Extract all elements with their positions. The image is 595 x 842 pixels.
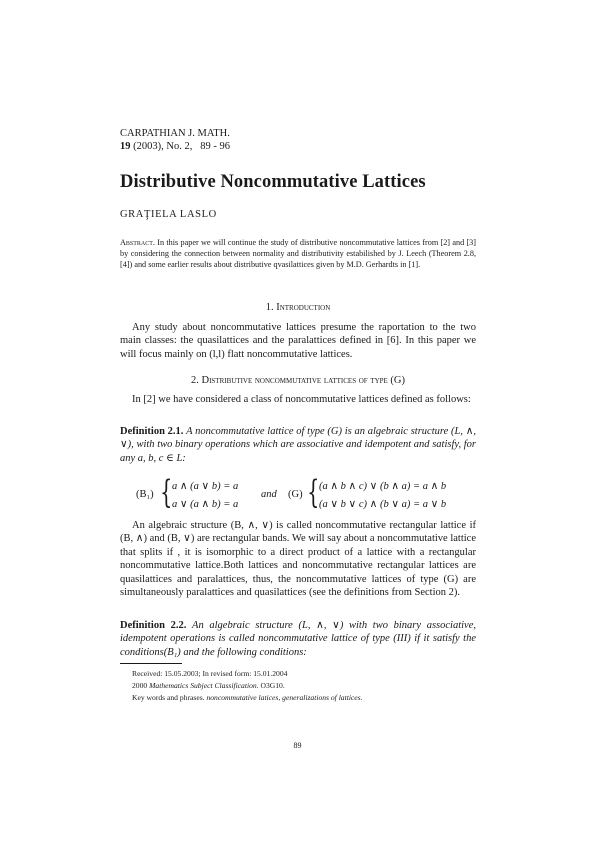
footnote-msc-year: 2000 xyxy=(132,681,148,690)
formula-g-line-2: (a ∨ b ∨ c) ∧ (b ∨ a) = a ∨ b xyxy=(319,499,447,510)
formula-and: and xyxy=(261,489,277,500)
abstract-text: In this paper we will continue the study of distributive noncommutative lattices from [2] and [3] by considering the connection between normality and distributivity estabilished by J. Leech (Theorem 2.8,[4]) and some earlier results about distributive qvasilattices given by M.D. Gerhardts in [1]. xyxy=(120,238,477,269)
section-2-heading: 2. Distributive noncommutative lattices of type (G) xyxy=(191,375,405,386)
journal-name: CARPATHIAN J. MATH. xyxy=(120,128,230,139)
section-1-heading: 1. Introduction xyxy=(265,302,331,313)
footnote-keywords-text: noncommutative latices, generalizations of lattices. xyxy=(206,693,363,702)
formula-b1-line-2: a ∨ (a ∧ b) = a xyxy=(172,499,239,510)
formula-b1-line-1: a ∧ (a ∨ b) = a xyxy=(172,481,239,492)
definition-2-1-label: Definition 2.1. xyxy=(120,426,184,437)
footnote-msc-code: O3G10. xyxy=(260,681,285,690)
paper-title: Distributive Noncommutative Lattices xyxy=(120,172,426,192)
definition-2-1 xyxy=(120,425,476,465)
abstract xyxy=(120,237,476,270)
formula-g-brace: { xyxy=(307,473,320,511)
footnote-received: Received: 15.05.2003; In revised form: 15.01.2004 xyxy=(132,669,288,678)
journal-issue: (2003), No. 2, xyxy=(133,141,193,152)
definition-2-2-text: An algebraic structure (L, ∧, ∨) with two binary associative, idempotent operations is called noncommutative lattice of type (III) if it satisfy the conditions(B₁) and the following conditions: xyxy=(120,620,477,658)
formula-b1-brace: { xyxy=(160,473,173,511)
footnote-msc xyxy=(132,680,285,691)
formula-block xyxy=(136,473,476,514)
rectangular-lattice-paragraph: An algebraic structure (B, ∧, ∨) is called noncommutative rectangular lattice if (B, ∧) and (B, ∨) are rectangular bands. We will say about a noncommutative lattice that splits if , it is isomorphic to a direct product of a lattice with a rectangular noncommutative lattice.Both lattices and noncommutative rectangular lattices are quasilattices and paralattices, thus, the noncommutative lattices of type (G) are simultaneously paralattices and quasilattices (see the definitions from Section 2). xyxy=(120,520,476,599)
footnote-keywords-label: Key words and phrases. xyxy=(132,693,205,702)
abstract-label: Abstract. xyxy=(120,238,155,247)
definition-2-2-label: Definition 2.2. xyxy=(120,620,187,631)
formula-b1-label: (B₁) xyxy=(136,489,154,500)
definition-2-1-text: A noncommutative lattice of type (G) is an algebraic structure (L, ∧, ∨), with two binary operations which are associative and idempotent and satisfy, for any a, b, c ∈ L: xyxy=(120,426,477,464)
footnote-msc-label: Mathematics Subject Classification. xyxy=(149,681,259,690)
journal-pages: 89 - 96 xyxy=(200,141,230,152)
page-number: 89 xyxy=(293,741,302,750)
journal-volume: 19 xyxy=(120,141,131,152)
author-name: GRAŢIELA LASLO xyxy=(120,209,217,220)
section-2-intro: In [2] we have considered a class of noncommutative lattices defined as follows: xyxy=(132,394,471,405)
definition-2-2 xyxy=(120,619,476,659)
formula-g-line-1: (a ∧ b ∧ c) ∨ (b ∧ a) = a ∧ b xyxy=(319,481,447,492)
footnote-keywords xyxy=(132,692,363,703)
formula-g-label: (G) xyxy=(288,489,303,500)
section-1-text: Any study about noncommutative lattices presume the raportation to the two main classes: the quasilattices and the paralattices defined in [6]. In this paper we will focus mainly on (l,l) flatt noncommutative lattices. xyxy=(120,322,476,360)
journal-citation xyxy=(120,140,230,153)
footnote-rule xyxy=(120,663,182,664)
journal-header xyxy=(120,127,230,153)
